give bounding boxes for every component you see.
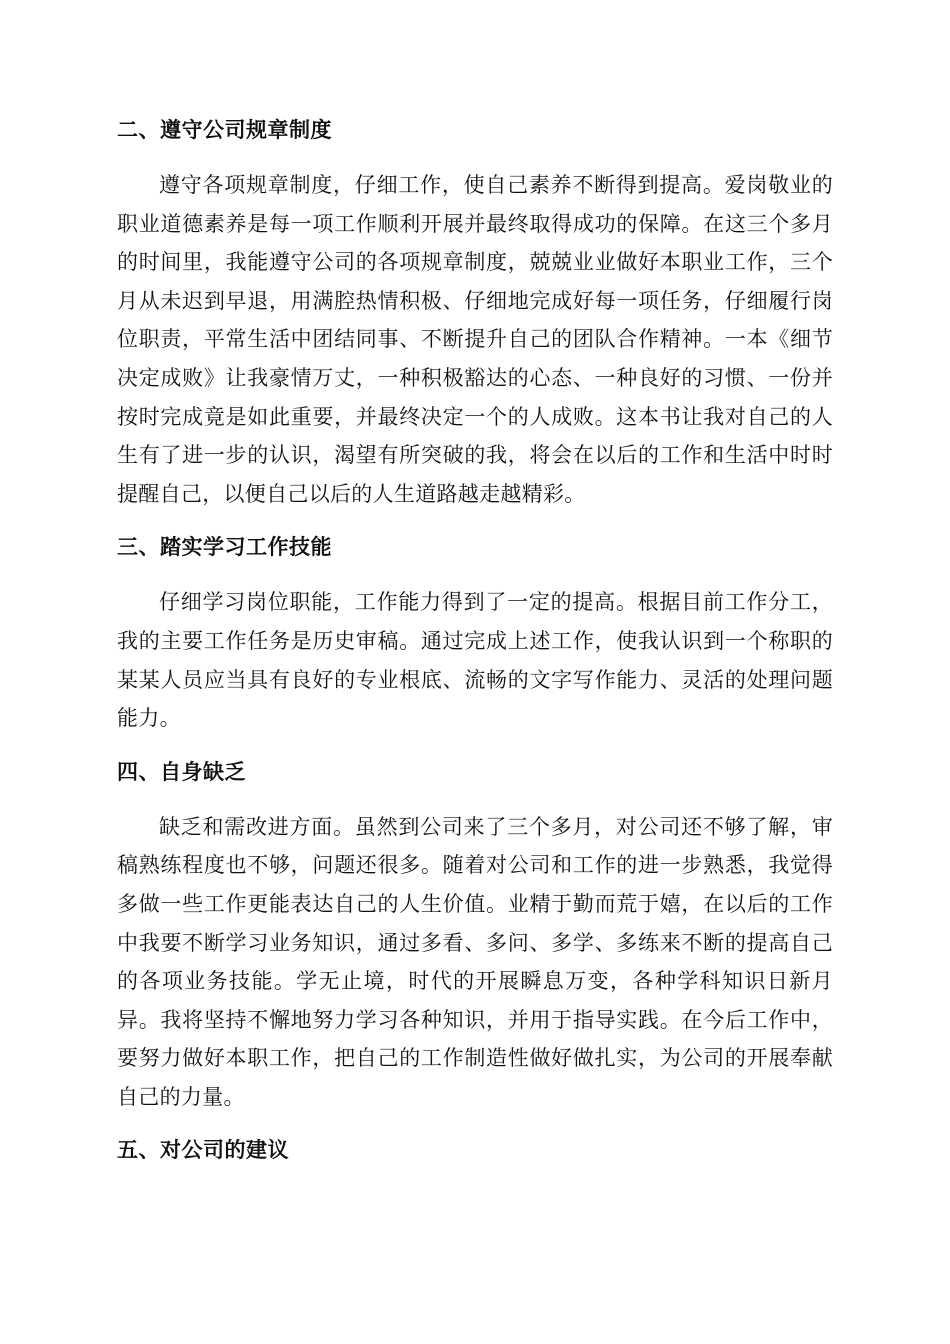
section-heading-rules: 二、遵守公司规章制度 bbox=[117, 118, 332, 142]
section-heading-skills: 三、踏实学习工作技能 bbox=[117, 535, 332, 560]
section-paragraph-rules: 遵守各项规章制度，仔细工作，使自己素养不断得到提高。爱岗敬业的职业道德素养是每一项工作顺利开展并最终取得成功的保障。在这三个多月的时间里，我能遵守公司的各项规章制度，兢兢业业做好本职业工作，三个月从未迟到早退，用满腔热情积极、仔细地完成好每一项任务，仔细履行岗位职责，平常生活中团结同事、不断提升自己的团队合作精神。一本《细节决定成败》让我豪情万丈，一种积极豁达的心态、一种良好的习惯、一份并按时完成竟是如此重要，并最终决定一个的人成败。这本书让我对自己的人生有了进一步的认识，渴望有所突破的我，将会在以后的工作和生活中时时提醒自己，以便自己以后的人生道路越走越精彩。 bbox=[117, 173, 833, 506]
section-paragraph-shortcomings: 缺乏和需改进方面。虽然到公司来了三个多月，对公司还不够了解，审稿熟练程度也不够，问题还很多。随着对公司和工作的进一步熟悉，我觉得多做一些工作更能表达自己的人生价值。业精于勤而荒于嬉，在以后的工作中我要不断学习业务知识，通过多看、多问、多学、多练来不断的提高自己的各项业务技能。学无止境，时代的开展瞬息万变，各种学科知识日新月异。我将坚持不懈地努力学习各种知识，并用于指导实践。在今后工作中，要努力做好本职工作，把自己的工作制造性做好做扎实，为公司的开展奉献自己的力量。 bbox=[117, 814, 833, 1109]
section-paragraph-skills: 仔细学习岗位职能，工作能力得到了一定的提高。根据目前工作分工，我的主要工作任务是历史审稿。通过完成上述工作，使我认识到一个称职的某某人员应当具有良好的专业根底、流畅的文字写作能力、灵活的处理问题能力。 bbox=[117, 590, 833, 731]
document-body bbox=[117, 112, 833, 1168]
section-heading-suggestions: 五、对公司的建议 bbox=[117, 1138, 289, 1163]
section-heading-shortcomings: 四、自身缺乏 bbox=[117, 759, 246, 784]
